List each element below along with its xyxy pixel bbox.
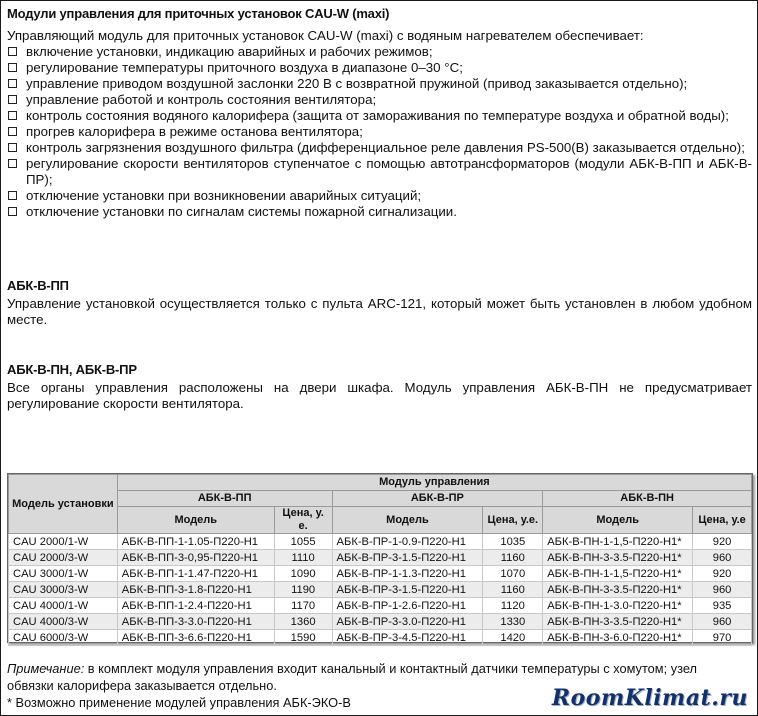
checkbox-square-icon [8, 95, 17, 104]
cell-pr-model: АБК-В-ПР-3-1.5-П220-Н1 [332, 582, 483, 598]
header-price: Цена, у. е. [274, 507, 332, 534]
cell-pr-price: 1160 [483, 550, 543, 566]
cell-unit: CAU 4000/1-W [9, 598, 118, 614]
cell-pp-price: 1055 [274, 534, 332, 550]
header-group-pn: АБК-В-ПН [543, 491, 752, 507]
cell-pp-model: АБК-В-ПП-3-1.8-П220-Н1 [117, 582, 274, 598]
checkbox-square-icon [8, 127, 17, 136]
header-unit-model: Модель установки [9, 475, 118, 534]
cell-pn-model: АБК-В-ПН-3-3.5-П220-Н1* [543, 614, 693, 630]
cell-pp-price: 1190 [274, 582, 332, 598]
list-item: включение установки, индикацию аварийных и рабочих режимов; [7, 44, 752, 60]
table-row [9, 550, 752, 566]
section-title-pp: АБК-В-ПП [7, 278, 69, 293]
header-model: Модель [117, 507, 274, 534]
list-item: отключение установки при возникновении аварийных ситуаций; [7, 188, 752, 204]
cell-pn-price: 935 [693, 598, 752, 614]
checkbox-square-icon [8, 191, 17, 200]
cell-unit: CAU 2000/3-W [9, 550, 118, 566]
cell-pn-price: 920 [693, 566, 752, 582]
cell-pp-model: АБК-В-ПП-1-1.05-П220-Н1 [117, 534, 274, 550]
cell-pp-model: АБК-В-ПП-3-6.6-П220-Н1 [117, 630, 274, 646]
header-group-pp: АБК-В-ПП [117, 491, 332, 507]
cell-pn-model: АБК-В-ПН-3-3.5-П220-Н1* [543, 582, 693, 598]
cell-pp-price: 1170 [274, 598, 332, 614]
list-item: управление работой и контроль состояния вентилятора; [7, 92, 752, 108]
table-row [9, 582, 752, 598]
list-item: контроль загрязнения воздушного фильтра (дифференциальное реле давления PS-500(B) заказывается отдельно); [7, 140, 752, 156]
cell-pr-price: 1420 [483, 630, 543, 646]
cell-pn-model: АБК-В-ПН-1-3.0-П220-Н1* [543, 598, 693, 614]
cell-unit: CAU 3000/3-W [9, 582, 118, 598]
cell-pr-price: 1160 [483, 582, 543, 598]
cell-pn-model: АБК-В-ПН-1-1,5-П220-Н1* [543, 534, 693, 550]
list-item: отключение установки по сигналам системы пожарной сигнализации. [7, 204, 752, 220]
list-item: прогрев калорифера в режиме останова вентилятора; [7, 124, 752, 140]
feature-list [7, 44, 752, 220]
footnote: * Возможно применение модулей управления АБК-ЭКО-В [7, 695, 351, 710]
cell-pr-model: АБК-В-ПР-3-3.0-П220-Н1 [332, 614, 483, 630]
list-item: регулирование температуры приточного воздуха в диапазоне 0–30 °С; [7, 60, 752, 76]
cell-unit: CAU 6000/3-W [9, 630, 118, 646]
cell-unit: CAU 4000/3-W [9, 614, 118, 630]
list-item: управление приводом воздушной заслонки 220 В с возвратной пружиной (привод заказывается отдельно); [7, 76, 752, 92]
checkbox-square-icon [8, 159, 17, 168]
cell-pn-price: 970 [693, 630, 752, 646]
cell-pr-model: АБК-В-ПР-3-1.5-П220-Н1 [332, 550, 483, 566]
list-item: контроль состояния водяного калорифера (защита от замораживания по температуре воздуха и обратной воды); [7, 108, 752, 124]
cell-pr-price: 1120 [483, 598, 543, 614]
cell-pr-model: АБК-В-ПР-3-4.5-П220-Н1 [332, 630, 483, 646]
intro-text: Управляющий модуль для приточных установок CAU-W (maxi) с водяным нагревателем обеспечивает: [7, 28, 644, 43]
cell-pr-price: 1035 [483, 534, 543, 550]
cell-pp-price: 1360 [274, 614, 332, 630]
header-price: Цена, у.е. [483, 507, 543, 534]
cell-pn-model: АБК-В-ПН-3-6.0-П220-Н1* [543, 630, 693, 646]
header-price: Цена, у.е [693, 507, 752, 534]
checkbox-square-icon [8, 143, 17, 152]
cell-pr-model: АБК-В-ПР-1-2.6-П220-Н1 [332, 598, 483, 614]
checkbox-square-icon [8, 63, 17, 72]
table-row [9, 630, 752, 646]
note-label: Примечание: [7, 661, 85, 676]
cell-pp-model: АБК-В-ПП-3-3.0-П220-Н1 [117, 614, 274, 630]
cell-pn-price: 960 [693, 582, 752, 598]
cell-pp-price: 1110 [274, 550, 332, 566]
cell-pp-model: АБК-В-ПП-1-1.47-П220-Н1 [117, 566, 274, 582]
checkbox-square-icon [8, 79, 17, 88]
list-item: регулирование скорости вентиляторов ступенчатое с помощью автотрансформаторов (модули АБК-В-ПП и АБК-В-ПР); [7, 156, 752, 188]
checkbox-square-icon [8, 47, 17, 56]
cell-pn-model: АБК-В-ПН-1-1,5-П220-Н1* [543, 566, 693, 582]
table-row [9, 566, 752, 582]
price-table [8, 474, 752, 646]
cell-pn-price: 960 [693, 550, 752, 566]
section-text-pp: Управление установкой осуществляется только с пульта ARC-121, который может быть установлен в любом удобном месте. [7, 296, 752, 327]
cell-pr-price: 1070 [483, 566, 543, 582]
section-title-pn-pr: АБК-В-ПН, АБК-В-ПР [7, 362, 137, 377]
cell-pn-price: 960 [693, 614, 752, 630]
cell-pn-model: АБК-В-ПН-3-3.5-П220-Н1* [543, 550, 693, 566]
price-table-container [7, 473, 753, 643]
checkbox-square-icon [8, 207, 17, 216]
cell-pr-model: АБК-В-ПР-1-1.3-П220-Н1 [332, 566, 483, 582]
cell-pp-model: АБК-В-ПП-3-0,95-П220-Н1 [117, 550, 274, 566]
cell-pp-price: 1090 [274, 566, 332, 582]
header-control-module: Модуль управления [117, 475, 751, 491]
cell-unit: CAU 3000/1-W [9, 566, 118, 582]
table-row [9, 598, 752, 614]
page-title: Модули управления для приточных установок CAU-W (maxi) [7, 6, 390, 21]
header-model: Модель [543, 507, 693, 534]
site-logo: RoomKlimat.ru [551, 685, 748, 711]
cell-unit: CAU 2000/1-W [9, 534, 118, 550]
cell-pn-price: 920 [693, 534, 752, 550]
table-row [9, 534, 752, 550]
header-model: Модель [332, 507, 483, 534]
table-row [9, 614, 752, 630]
cell-pr-model: АБК-В-ПР-1-0.9-П220-Н1 [332, 534, 483, 550]
note-text: в комплект модуля управления входит канальный и контактный датчики температуры с хомутом; узел обвязки калорифера заказывается отдельно. [7, 661, 697, 693]
cell-pp-model: АБК-В-ПП-1-2.4-П220-Н1 [117, 598, 274, 614]
checkbox-square-icon [8, 111, 17, 120]
section-text-pn-pr: Все органы управления расположены на двери шкафа. Модуль управления АБК-В-ПН не предусматривает регулирование скорости вентилятора. [7, 380, 752, 411]
cell-pp-price: 1590 [274, 630, 332, 646]
header-group-pr: АБК-В-ПР [332, 491, 543, 507]
cell-pr-price: 1330 [483, 614, 543, 630]
